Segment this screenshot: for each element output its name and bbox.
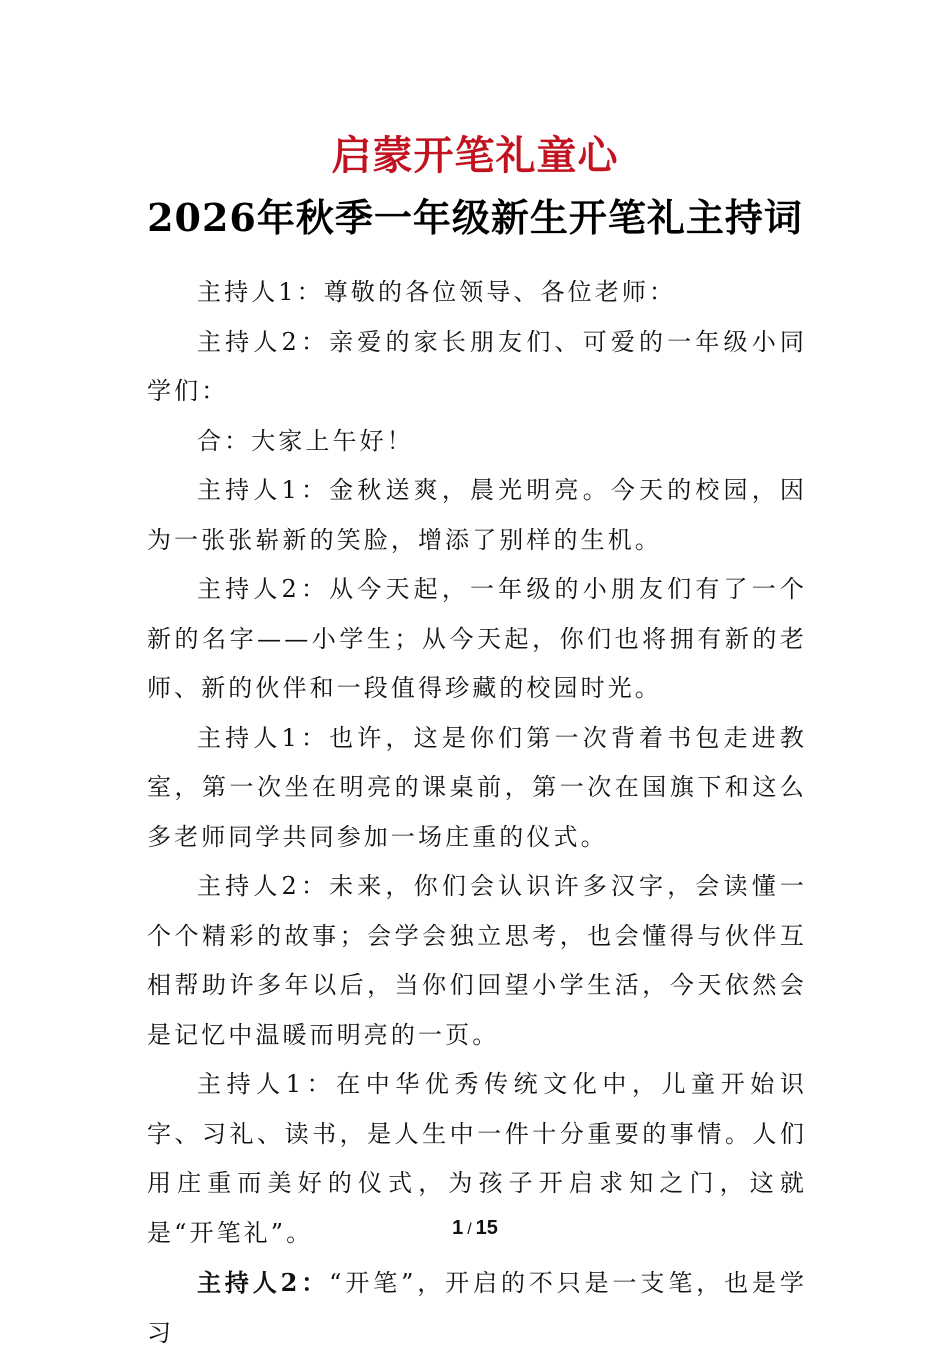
paragraph: 主持人2：亲爱的家长朋友们、可爱的一年级小同学们：	[147, 327, 807, 405]
paragraph: 主持人1：在中华优秀传统文化中，儿童开始识字、习礼、读书，是人生中一件十分重要的事情。人们用庄重而美好的仪式，为孩子开启求知之门，这就是“开笔礼”。	[147, 1070, 807, 1247]
paragraph: 主持人1：也许，这是你们第一次背着书包走进教室，第一次坐在明亮的课桌前，第一次在国旗下和这么多老师同学共同参加一场庄重的仪式。	[147, 723, 807, 851]
paragraph: 主持人1：尊敬的各位领导、各位老师：	[197, 278, 677, 306]
total-pages: 15	[475, 1217, 498, 1239]
document-title: 启蒙开笔礼童心	[331, 133, 619, 179]
paragraph: 主持人2：从今天起，一年级的小朋友们有了一个新的名字——小学生；从今天起，你们也将拥有新的老师、新的伙伴和一段值得珍藏的校园时光。	[147, 575, 807, 702]
document-subtitle: 2026年秋季一年级新生开笔礼主持词	[147, 195, 803, 240]
paragraph: 合：大家上午好！	[197, 426, 414, 455]
page-number	[0, 1217, 950, 1240]
paragraph-last	[147, 1258, 807, 1358]
page-separator: /	[467, 1221, 472, 1238]
current-page: 1	[452, 1217, 464, 1239]
paragraph: 主持人1：金秋送爽，晨光明亮。今天的校园，因为一张张崭新的笑脸，增添了别样的生机。	[147, 476, 807, 554]
paragraph: 主持人2：未来，你们会认识许多汉字，会读懂一个个精彩的故事；会学会独立思考，也会懂得与伙伴互相帮助许多年以后，当你们回望小学生活，今天依然会是记忆中温暖而明亮的一页。	[147, 872, 807, 1049]
paragraph-text: “开笔”，开启的不只是一支笔，也是学习	[147, 1269, 807, 1347]
speaker-label: 主持人2：	[197, 1268, 330, 1297]
document-body	[147, 268, 807, 1358]
